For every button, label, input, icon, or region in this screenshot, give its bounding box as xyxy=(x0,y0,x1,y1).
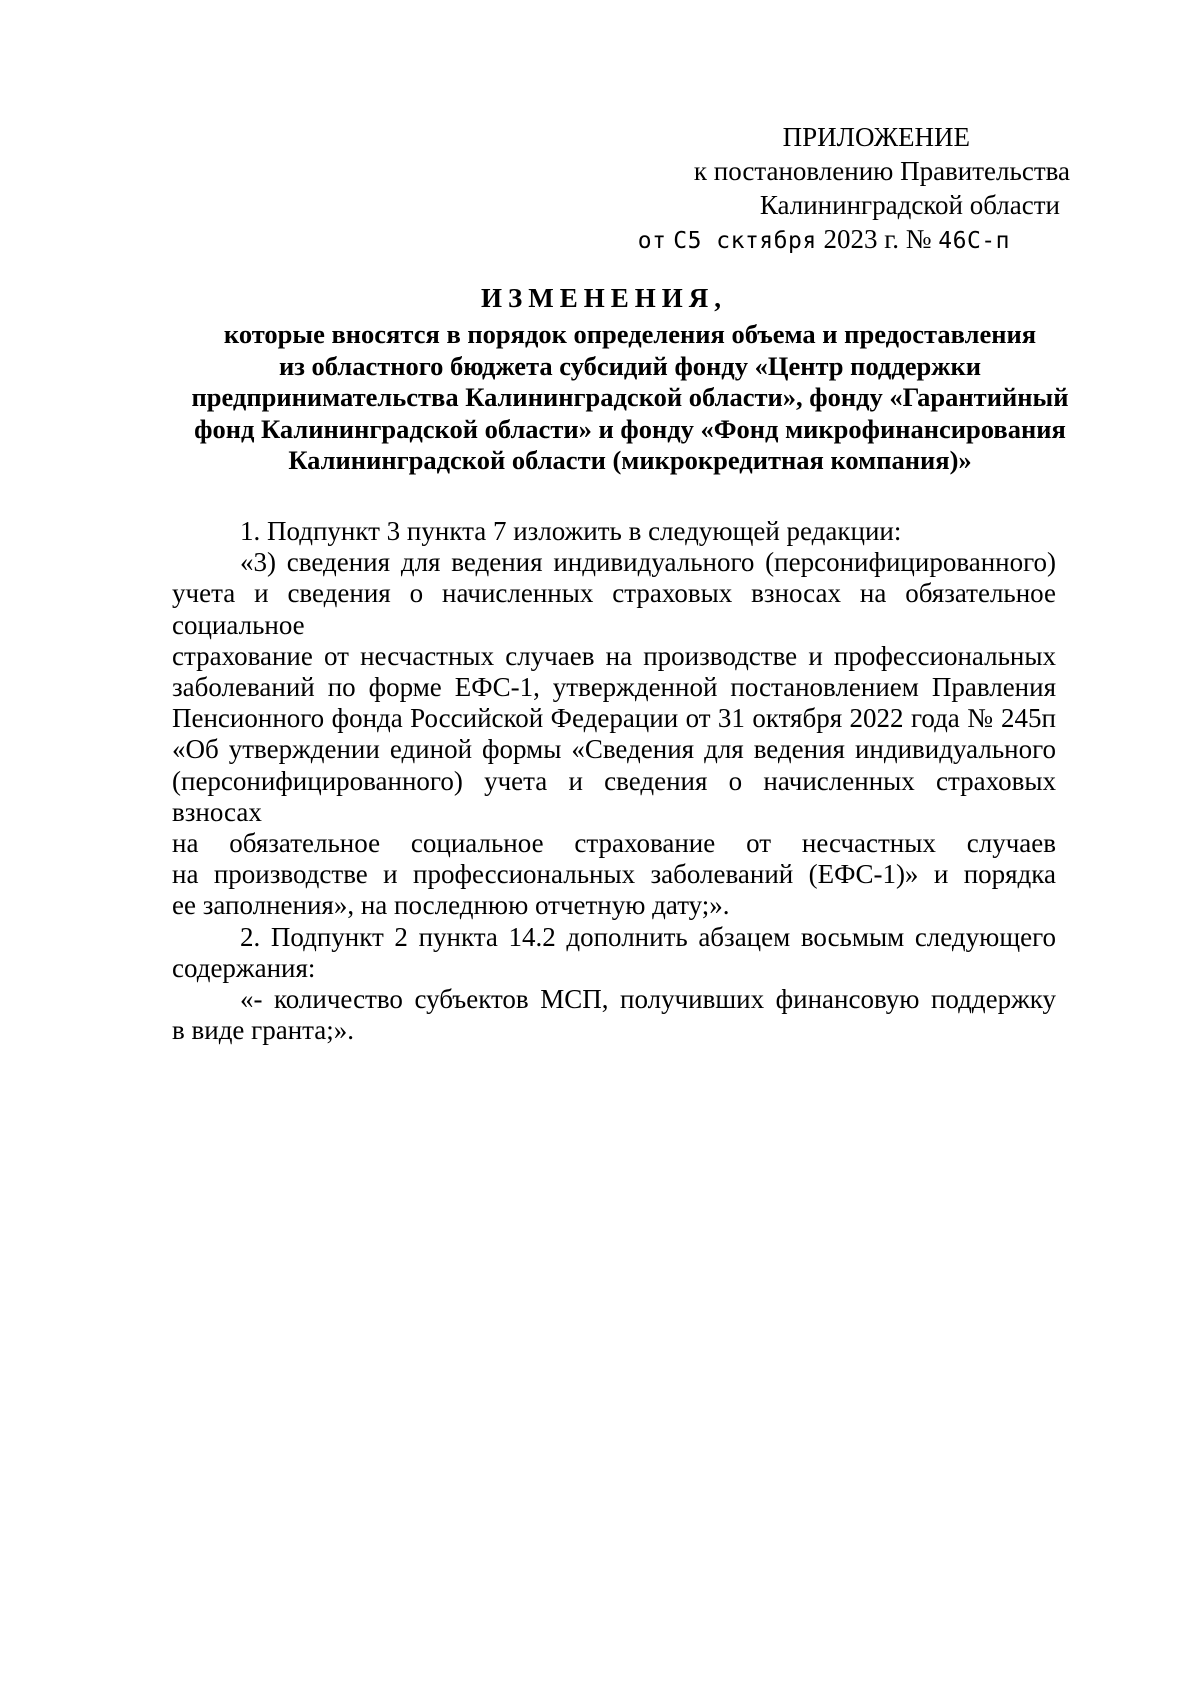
appendix-resolution-line: к постановлению Правительства xyxy=(693,156,1070,186)
text-line: ее заполнения», на последнюю отчетную дату;». xyxy=(172,890,730,921)
text-line: на производстве и профессиональных заболеваний (ЕФС-1)» и порядка xyxy=(172,859,1056,890)
subtitle-line: Калининградской области (микрокредитная компания)» xyxy=(288,445,972,475)
document-title: ИЗМЕНЕНИЯ, xyxy=(480,283,727,313)
document-subtitle xyxy=(150,319,1110,477)
text-line: 2. Подпункт 2 пункта 14.2 дополнить абзацем восьмым следующего xyxy=(240,921,1056,952)
date-prefix: от xyxy=(637,228,667,254)
text-line: страхование от несчастных случаев на производстве и профессиональных xyxy=(172,640,1056,671)
subtitle-line: которые вносятся в порядок определения объема и предоставления xyxy=(223,319,1037,349)
document-number: 46С-п xyxy=(938,228,1010,254)
appendix-title: ПРИЛОЖЕНИЕ xyxy=(782,122,970,152)
text-line: в виде гранта;». xyxy=(172,1015,355,1046)
text-line: 1. Подпункт 3 пункта 7 изложить в следующей редакции: xyxy=(240,516,902,546)
text-line: Пенсионного фонда Российской Федерации от 31 октября 2022 года № 245п xyxy=(172,703,1056,734)
text-line: «Об утверждении единой формы «Сведения для ведения индивидуального xyxy=(172,734,1056,765)
text-line: содержания: xyxy=(172,952,316,983)
subtitle-line: из областного бюджета субсидий фонду «Центр поддержки xyxy=(279,350,981,381)
document-body xyxy=(172,516,1056,1046)
text-line: (персонифицированного) учета и сведения о начисленных страховых взносах xyxy=(172,765,1056,827)
appendix-block xyxy=(550,120,1070,258)
date-day-month: С5 сктября xyxy=(673,228,817,254)
text-line: «3) сведения для ведения индивидуального (персонифицированного) xyxy=(240,547,1056,578)
date-year: 2023 г. № xyxy=(823,224,932,254)
subtitle-line: фонд Калининградской области» и фонду «Фонд микрофинансирования xyxy=(194,413,1066,444)
text-line: на обязательное социальное страхование от несчастных случаев xyxy=(172,828,1056,859)
appendix-region-line: Калининградской области xyxy=(759,190,1060,220)
paragraph-2 xyxy=(172,547,1056,921)
appendix-date-line xyxy=(550,222,1070,258)
text-line: «- количество субъектов МСП, получивших финансовую поддержку xyxy=(240,984,1056,1015)
paragraph-1 xyxy=(172,516,1056,547)
text-line: учета и сведения о начисленных страховых взносах на обязательное социальное xyxy=(172,578,1056,640)
paragraph-3 xyxy=(172,922,1056,984)
text-line: заболеваний по форме ЕФС-1, утвержденной постановлением Правления xyxy=(172,672,1056,703)
paragraph-4 xyxy=(172,984,1056,1046)
subtitle-line: предпринимательства Калининградской области», фонду «Гарантийный xyxy=(191,382,1069,412)
